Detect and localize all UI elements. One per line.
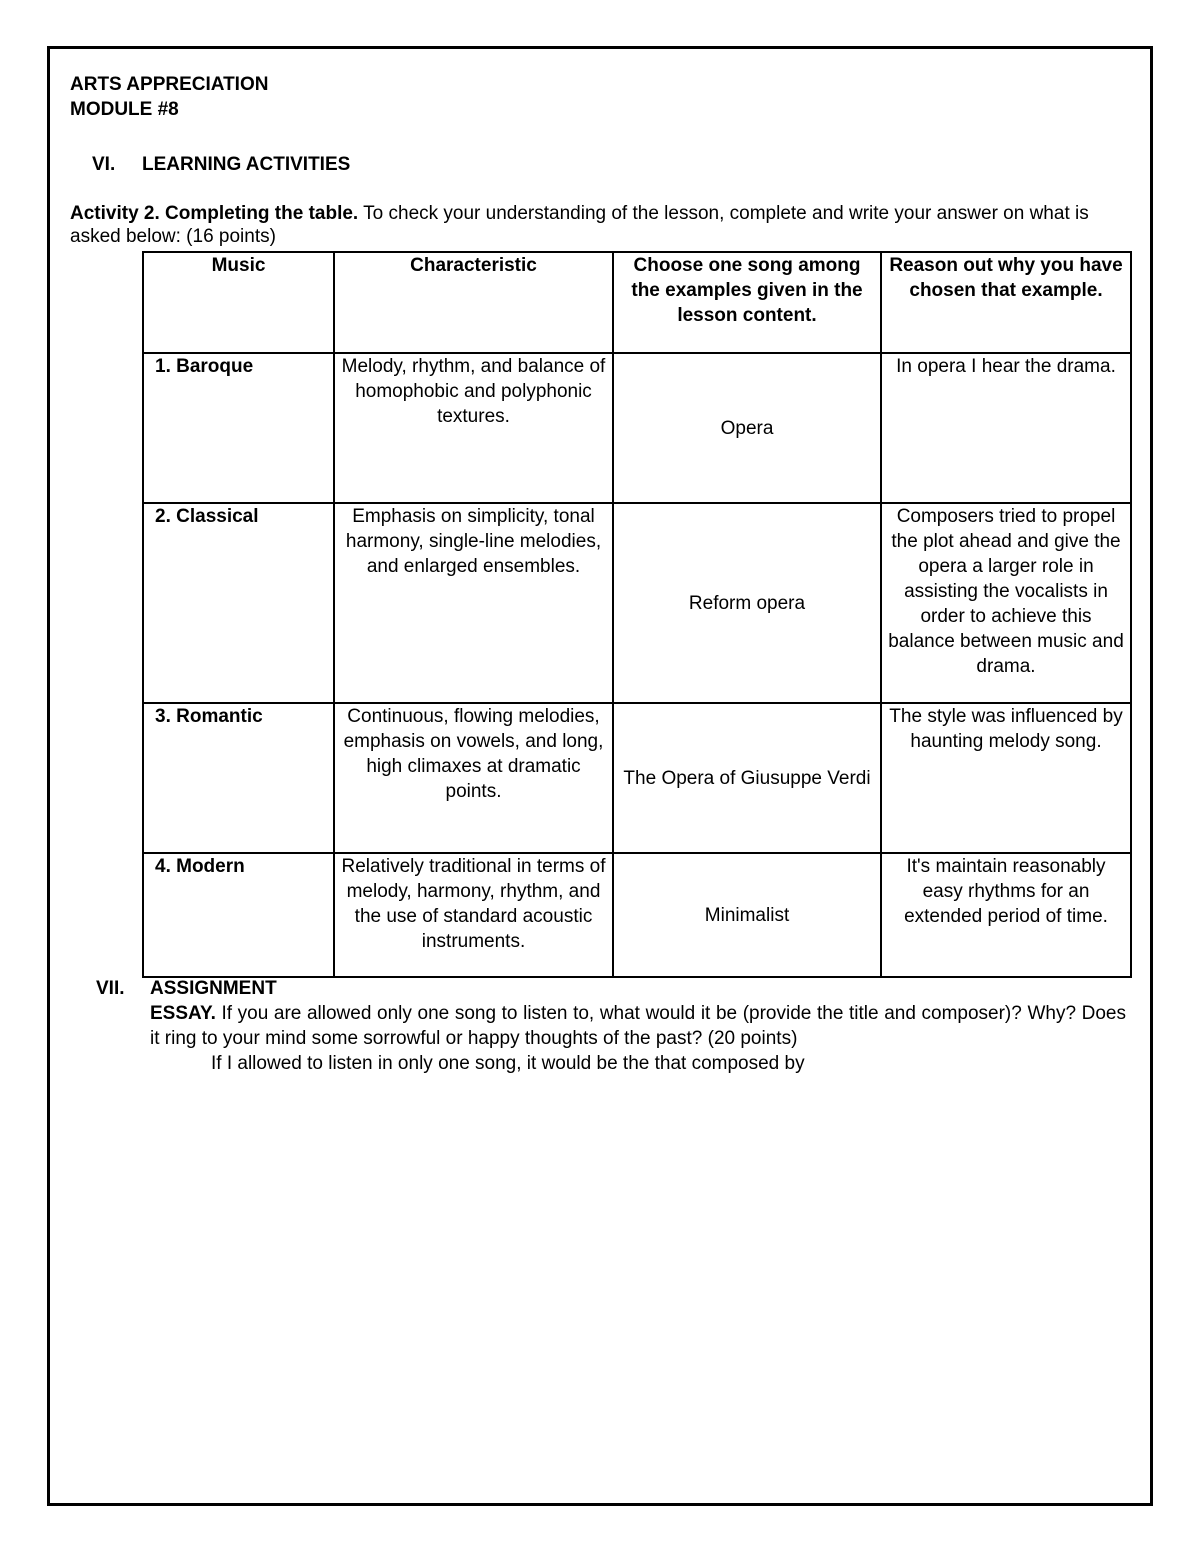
activity-instructions	[70, 202, 1128, 248]
module-number: MODULE #8	[70, 99, 179, 120]
column-header-song: Choose one song among the examples given in the lesson content.	[613, 252, 881, 353]
essay-label: ESSAY.	[150, 1003, 216, 1024]
reason-cell: The style was influenced by haunting melody song.	[881, 703, 1131, 853]
music-period-cell: 4. Modern	[143, 853, 334, 977]
section-heading-assignment	[96, 976, 277, 1001]
column-header-reason: Reason out why you have chosen that example.	[881, 252, 1131, 353]
music-periods-table	[142, 251, 1132, 978]
music-period-cell: 2. Classical	[143, 503, 334, 703]
document-header	[70, 72, 268, 122]
essay-prompt-text: If you are allowed only one song to listen to, what would it be (provide the title and composer)? Why? Does it ring to your mind some sorrowful or happy thoughts of the past? (20 points)	[150, 1003, 1126, 1049]
section-heading-learning-activities	[92, 152, 350, 177]
table-header-row	[143, 252, 1131, 353]
table-row	[143, 853, 1131, 977]
section-title: ASSIGNMENT	[150, 978, 277, 999]
column-header-characteristic: Characteristic	[334, 252, 613, 353]
song-cell: Opera	[613, 353, 881, 503]
activity-label: Activity 2. Completing the table.	[70, 203, 359, 224]
characteristic-cell: Continuous, flowing melodies, emphasis on vowels, and long, high climaxes at dramatic points.	[334, 703, 613, 853]
reason-cell: In opera I hear the drama.	[881, 353, 1131, 503]
column-header-music: Music	[143, 252, 334, 353]
table-row	[143, 703, 1131, 853]
course-title: ARTS APPRECIATION	[70, 74, 269, 95]
table-row	[143, 503, 1131, 703]
activity-text: To check your understanding of the lesson, complete and write your answer on what is asked below: (16 points)	[70, 203, 1089, 247]
essay-answer: If I allowed to listen in only one song, it would be the that composed by	[211, 1053, 805, 1074]
characteristic-cell: Relatively traditional in terms of melody, harmony, rhythm, and the use of standard acoustic instruments.	[334, 853, 613, 977]
music-period-cell: 1. Baroque	[143, 353, 334, 503]
song-cell: The Opera of Giusuppe Verdi	[613, 703, 881, 853]
song-cell: Reform opera	[613, 503, 881, 703]
reason-cell: Composers tried to propel the plot ahead and give the opera a larger role in assisting the vocalists in order to achieve this balance between music and drama.	[881, 503, 1131, 703]
characteristic-cell: Melody, rhythm, and balance of homophobic and polyphonic textures.	[334, 353, 613, 503]
section-number: VII.	[96, 978, 125, 999]
characteristic-cell: Emphasis on simplicity, tonal harmony, single-line melodies, and enlarged ensembles.	[334, 503, 613, 703]
section-title: LEARNING ACTIVITIES	[142, 154, 351, 175]
table-row	[143, 353, 1131, 503]
reason-cell: It's maintain reasonably easy rhythms for an extended period of time.	[881, 853, 1131, 977]
song-cell: Minimalist	[613, 853, 881, 977]
section-number: VI.	[92, 154, 116, 175]
essay-prompt	[150, 1001, 1126, 1051]
music-period-cell: 3. Romantic	[143, 703, 334, 853]
